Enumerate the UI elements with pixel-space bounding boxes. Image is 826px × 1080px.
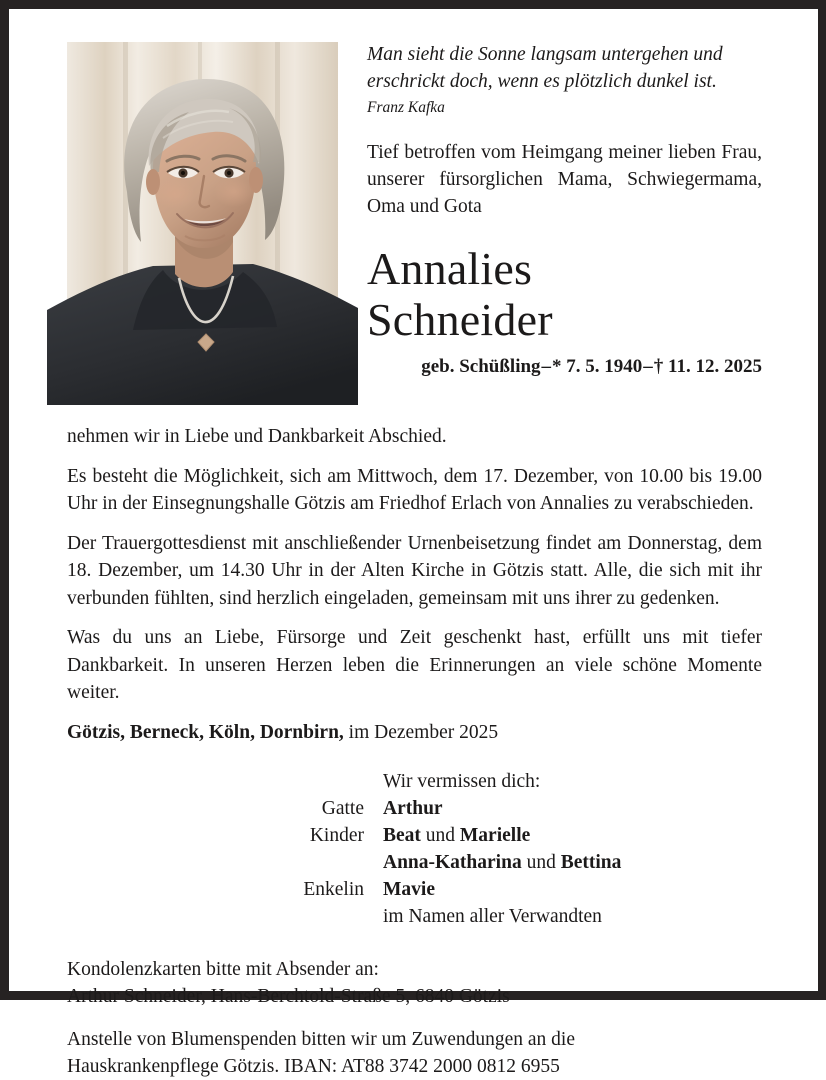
family-label-2: [67, 849, 364, 876]
family-names-3: Mavie: [383, 878, 435, 900]
family-label-3: Enkelin: [303, 878, 364, 900]
condolence-address: Arthur Schneider, Hans-Berchtold-Straße 5, 6840 Götzis: [67, 985, 510, 1007]
maiden-prefix: geb.: [421, 356, 455, 377]
memorial-quote: Man sieht die Sonne langsam untergehen und erschrickt doch, wenn es plötzlich dunkel ist.: [367, 44, 723, 92]
family-names-1: Beat und Marielle: [383, 824, 531, 846]
donation-line-2: Hauskrankenpflege Götzis. IBAN: AT88 3742 2000 0812 6955: [67, 1055, 560, 1077]
maiden-name: Schüßling: [459, 356, 541, 377]
body-block: [9, 423, 818, 930]
obituary-sheet: [9, 9, 818, 1077]
viewing-info: Es besteht die Möglichkeit, sich am Mittwoch, dem 17. Dezember, von 10.00 bis 19.00 Uhr in der Einsegnungshalle Götzis am Friedhof Erlach von Annalies zu verabschieden.: [67, 465, 762, 514]
place-date-line: [67, 719, 762, 746]
thanks-text: Was du uns an Liebe, Fürsorge und Zeit geschenkt hast, erfüllt uns mit tiefer Dankbarkeit. In unseren Herzen leben die Erinnerungen an viele schöne Momente weiter.: [67, 627, 762, 703]
life-dates: [367, 355, 762, 379]
family-names-0: Arthur: [383, 797, 443, 819]
birth-star-icon: *: [552, 356, 562, 377]
dash-1: –: [541, 356, 552, 377]
footer-block: [9, 956, 818, 1080]
portrait-photo: [67, 42, 338, 405]
family-heading: Wir vermissen dich:: [383, 770, 541, 792]
dash-2: –: [643, 356, 653, 377]
condolence-info: [67, 956, 762, 1010]
portrait-illustration: [67, 42, 338, 405]
family-names-2: Anna-Katharina und Bettina: [383, 851, 622, 873]
donation-info: [67, 1026, 762, 1080]
birth-date: 7. 5. 1940: [566, 356, 643, 377]
service-info: Der Trauergottesdienst mit anschließender Urnenbeisetzung findet am Donnerstag, dem 18. Dezember, um 14.30 Uhr in der Alten Kirche in Götzis statt. Alle, die sich mit ihr verbunden fühlten, sind herzlich eingeladen, gemeinsam mit uns ihrer zu gedenken.: [67, 532, 762, 609]
notice-date: im Dezember 2025: [348, 721, 499, 743]
family-closing: im Namen aller Verwandten: [383, 905, 602, 927]
quote-author: Franz Kafka: [367, 99, 445, 116]
family-heading-spacer: [67, 768, 364, 795]
death-date: 11. 12. 2025: [668, 356, 762, 377]
family-label-1: Kinder: [309, 824, 364, 846]
page-title: [367, 243, 762, 345]
family-label-0: Gatte: [321, 797, 364, 819]
places: Götzis, Berneck, Köln, Dornbirn,: [67, 721, 344, 743]
farewell-text: nehmen wir in Liebe und Dankbarkeit Abschied.: [67, 426, 447, 447]
header-text-column: [338, 42, 762, 379]
family-closing-spacer: [67, 903, 364, 930]
header-block: [9, 9, 818, 405]
intro-text: Tief betroffen vom Heimgang meiner lieben Frau, unserer fürsorglichen Mama, Schwiegermama, Oma und Gota: [367, 142, 762, 217]
family-list: [67, 768, 762, 930]
condolence-heading: Kondolenzkarten bitte mit Absender an:: [67, 958, 379, 980]
deceased-first-name: Annalies: [367, 243, 533, 294]
death-cross-icon: †: [653, 356, 664, 377]
deceased-last-name: Schneider: [367, 294, 553, 345]
donation-line-1: Anstelle von Blumenspenden bitten wir um Zuwendungen an die: [67, 1028, 575, 1050]
